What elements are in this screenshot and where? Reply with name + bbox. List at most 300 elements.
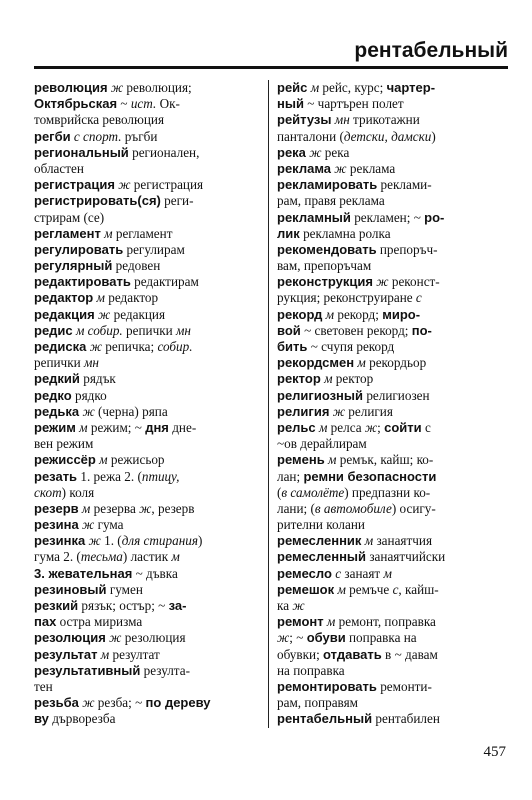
definition-text: ректор xyxy=(332,371,374,387)
definition-text: резолюция xyxy=(121,630,186,646)
definition-text: реклама xyxy=(346,160,396,176)
headword: результат xyxy=(34,646,98,662)
headword: отдавать xyxy=(323,646,382,662)
grammar-label: ист. xyxy=(130,96,157,112)
headword: чартер- xyxy=(386,80,436,95)
grammar-label: детски, дамски xyxy=(343,128,432,144)
definition-text: 1. ( xyxy=(100,533,122,549)
definition-text: ремък, кайш; ко- xyxy=(336,452,434,468)
entry-line xyxy=(34,614,258,630)
entry-line xyxy=(34,452,258,468)
grammar-label: ж xyxy=(139,500,152,516)
definition-text: рязък; остър; ~ xyxy=(78,598,169,613)
entry-line xyxy=(277,129,501,145)
grammar-label: м xyxy=(307,80,320,95)
definition-text: томврийска революция xyxy=(34,112,165,128)
entry-line xyxy=(34,371,258,387)
headword: дня xyxy=(145,419,169,435)
headword: вой xyxy=(277,322,301,338)
headword: резина xyxy=(34,517,79,533)
entry-line xyxy=(277,355,501,371)
definition-text: рекордьор xyxy=(365,355,427,371)
definition-text: редактор xyxy=(104,290,159,306)
headword: рекламный xyxy=(277,209,351,225)
headword: за- xyxy=(168,598,187,613)
headword: регби xyxy=(34,128,71,144)
entry-line xyxy=(277,517,501,533)
entry-line xyxy=(34,598,258,614)
headword: резать xyxy=(34,468,78,484)
headword: обуви xyxy=(306,630,346,646)
definition-text: реклами- xyxy=(377,177,432,193)
headword: регистрировать(ся) xyxy=(34,193,161,209)
entry-line xyxy=(34,711,258,727)
grammar-label: ж xyxy=(372,274,389,290)
headword: ный xyxy=(277,96,304,112)
entry-line xyxy=(34,404,258,420)
definition-text: рекорд; xyxy=(334,306,383,322)
grammar-label: мн xyxy=(331,112,350,128)
definition-text: занаят xyxy=(341,565,384,581)
headword: по дереву xyxy=(145,695,211,711)
definition-text: гума 2. ( xyxy=(34,549,81,565)
headword: ремень xyxy=(277,452,325,468)
definition-text: дне- xyxy=(168,419,197,435)
definition-text: обувки; xyxy=(277,646,324,662)
entry-line xyxy=(277,647,501,663)
entry-line xyxy=(277,469,501,485)
headword: редакция xyxy=(34,306,95,322)
definition-text: рядък xyxy=(79,371,116,387)
headword: редактор xyxy=(34,290,94,306)
grammar-label: ж xyxy=(79,403,95,419)
entry-line xyxy=(34,80,258,96)
headword: религиозный xyxy=(277,387,364,403)
grammar-label: м xyxy=(334,581,346,597)
entry-line xyxy=(277,485,501,501)
grammar-label: ж xyxy=(277,630,290,646)
definition-text: редакция xyxy=(110,306,166,322)
header-rule xyxy=(34,66,508,69)
definition-text: 1. режа 2. ( xyxy=(77,468,142,484)
definition-text: ; xyxy=(377,419,385,435)
grammar-label: м собир. xyxy=(72,322,123,338)
grammar-label: м xyxy=(322,306,335,322)
headword: резиновый xyxy=(34,581,107,597)
grammar-label: ж xyxy=(331,160,347,176)
definition-text: ремонт, поправка xyxy=(335,614,436,630)
definition-text: на поправка xyxy=(277,662,345,678)
headword: религия xyxy=(277,403,330,419)
definition-text: остра миризма xyxy=(56,614,143,630)
definition-text: рейс, курс; xyxy=(319,80,387,95)
headword: по- xyxy=(411,322,432,338)
definition-text: резулта- xyxy=(140,662,190,678)
headword: рекламировать xyxy=(277,177,378,193)
headword: ремни безопасности xyxy=(303,468,437,484)
entry-line xyxy=(277,307,501,323)
headword: сойти xyxy=(384,419,422,435)
grammar-label: м xyxy=(361,533,374,549)
headword: реклама xyxy=(277,160,331,176)
grammar-label: м xyxy=(324,452,337,468)
right-column xyxy=(277,80,501,728)
headword: редиска xyxy=(34,339,87,354)
entry-line xyxy=(34,323,258,339)
definition-text: ~ чартърен полет xyxy=(303,96,404,112)
entry-line xyxy=(277,193,501,209)
entry-line xyxy=(277,339,501,355)
definition-text: ~ дъвка xyxy=(132,565,178,581)
headword: региональный xyxy=(34,144,129,160)
definition-text: религия xyxy=(345,403,393,419)
definition-text: Ок- xyxy=(156,96,180,112)
entry-line xyxy=(34,549,258,565)
grammar-label: ж xyxy=(329,403,345,419)
entry-line xyxy=(34,517,258,533)
entry-line xyxy=(34,388,258,404)
grammar-label: с спорт. xyxy=(70,128,122,144)
entry-line xyxy=(34,420,258,436)
definition-text: лани; ( xyxy=(277,500,315,516)
guide-word: рентабельный xyxy=(354,39,508,62)
page-number: 457 xyxy=(483,744,506,760)
headword: ремесленный xyxy=(277,549,367,565)
definition-text: трикотажни xyxy=(349,112,420,128)
entry-line xyxy=(34,436,258,452)
entry-line xyxy=(277,161,501,177)
grammar-label: м xyxy=(320,371,333,387)
definition-text: ~ов дерайлирам xyxy=(277,436,367,452)
definition-text: религиозен xyxy=(363,387,430,403)
entry-line xyxy=(277,226,501,242)
headword: Октябрьская xyxy=(34,96,118,112)
grammar-label: ж xyxy=(292,598,305,613)
grammar-label: м xyxy=(323,614,336,630)
definition-text: ~ xyxy=(117,96,131,112)
entry-line xyxy=(277,679,501,695)
definition-text: регистрация xyxy=(130,177,204,193)
entry-line xyxy=(277,145,501,161)
grammar-label: мн xyxy=(83,355,99,371)
headword: лик xyxy=(277,225,300,241)
headword: регулировать xyxy=(34,241,124,257)
entry-line xyxy=(34,242,258,258)
entry-line xyxy=(34,193,258,209)
grammar-label: м xyxy=(75,419,88,435)
headword: 3. жевательная xyxy=(34,565,133,581)
headword: режиссёр xyxy=(34,452,96,468)
headword: рекомендовать xyxy=(277,241,377,257)
column-divider xyxy=(268,80,269,728)
definition-text: вам, препоръчам xyxy=(277,258,372,274)
entry-line xyxy=(277,177,501,193)
grammar-label: м xyxy=(383,565,392,581)
headword: реконструкция xyxy=(277,274,373,290)
headword: резинка xyxy=(34,533,86,549)
headword: результативный xyxy=(34,662,141,678)
entry-line xyxy=(34,533,258,549)
grammar-label: ж xyxy=(78,695,95,711)
entry-line xyxy=(277,566,501,582)
definition-text: вен режим xyxy=(34,436,94,452)
headword: ректор xyxy=(277,371,321,387)
entry-line xyxy=(34,485,258,501)
definition-text: репички xyxy=(34,355,84,371)
headword: резкий xyxy=(34,598,79,613)
headword: редька xyxy=(34,403,80,419)
grammar-label: собир. xyxy=(157,339,193,354)
entry-line xyxy=(34,307,258,323)
definition-text: рителни колани xyxy=(277,517,365,533)
entry-line xyxy=(34,226,258,242)
entry-line xyxy=(34,161,258,177)
definition-text: релса xyxy=(327,419,365,435)
definition-text: резултат xyxy=(109,646,160,662)
entry-line xyxy=(34,501,258,517)
headword: регулярный xyxy=(34,258,113,274)
definition-text: редактирам xyxy=(130,274,199,290)
definition-text: занаятчийски xyxy=(366,549,446,565)
definition-text: рядко xyxy=(71,387,107,403)
definition-text: в ~ давам xyxy=(381,646,438,662)
definition-text: рам, правя реклама xyxy=(277,193,385,209)
definition-text: тен xyxy=(34,678,53,694)
headword: регламент xyxy=(34,225,101,241)
headword: рейтузы xyxy=(277,112,332,128)
entry-line xyxy=(34,112,258,128)
entry-line xyxy=(277,452,501,468)
grammar-label: м xyxy=(95,452,108,468)
headword: ро- xyxy=(424,209,445,225)
grammar-label: ж xyxy=(305,144,322,160)
definition-text: ) коля xyxy=(61,484,95,500)
grammar-label: в самолёте xyxy=(281,484,345,500)
grammar-label: скот xyxy=(34,484,62,500)
definition-text: стрирам (се) xyxy=(34,209,105,225)
entry-line xyxy=(34,210,258,226)
definition-text: гума xyxy=(94,517,124,533)
grammar-label: ж xyxy=(114,177,131,193)
grammar-label: ж xyxy=(364,419,378,435)
headword: редис xyxy=(34,322,73,338)
entry-line xyxy=(277,96,501,112)
entry-line xyxy=(277,711,501,727)
definition-text: репичка; xyxy=(101,339,158,354)
entry-line xyxy=(34,679,258,695)
definition-text: ; ~ xyxy=(289,630,307,646)
definition-text: редовен xyxy=(112,258,161,274)
entry-line xyxy=(34,145,258,161)
entry-line xyxy=(34,339,258,355)
definition-text: репички xyxy=(122,322,176,338)
definition-text: реги- xyxy=(160,193,194,209)
entry-line xyxy=(277,388,501,404)
grammar-label: с xyxy=(392,581,399,597)
definition-text: , кайш- xyxy=(398,581,439,597)
headword: резьба xyxy=(34,695,79,711)
definition-text: , резерв xyxy=(151,500,195,516)
entry-line xyxy=(34,695,258,711)
entry-line xyxy=(277,80,501,96)
grammar-label: м xyxy=(171,549,180,565)
headword: ву xyxy=(34,711,49,727)
left-column xyxy=(34,80,258,728)
grammar-label: в автомобиле xyxy=(314,500,392,516)
definition-text: препоръч- xyxy=(376,241,438,257)
definition-text: ) xyxy=(197,533,203,549)
definition-text: революция; xyxy=(123,80,192,95)
entry-line xyxy=(34,177,258,193)
entry-line xyxy=(277,663,501,679)
headword: редко xyxy=(34,387,72,403)
definition-text: дърворезба xyxy=(48,711,116,727)
grammar-label: с xyxy=(331,565,342,581)
entry-line xyxy=(277,323,501,339)
headword: регистрация xyxy=(34,177,115,193)
entry-line xyxy=(277,630,501,646)
entry-line xyxy=(34,96,258,112)
entry-line xyxy=(34,630,258,646)
headword: резолюция xyxy=(34,630,106,646)
definition-text: регламент xyxy=(112,225,173,241)
entry-line xyxy=(34,582,258,598)
headword: рентабельный xyxy=(277,711,373,727)
grammar-label: ж xyxy=(107,80,124,95)
definition-text: ремъче xyxy=(345,581,393,597)
definition-text: регулирам xyxy=(123,241,185,257)
definition-text: резерва xyxy=(90,500,140,516)
entry-line xyxy=(277,258,501,274)
definition-text: поправка на xyxy=(345,630,417,646)
definition-text: ка xyxy=(277,598,293,613)
definition-text: занаятчия xyxy=(373,533,433,549)
definition-text: ) ластик xyxy=(122,549,172,565)
headword: революция xyxy=(34,80,108,95)
entry-line xyxy=(34,663,258,679)
definition-text: реконст- xyxy=(388,274,440,290)
headword: рекордсмен xyxy=(277,355,355,371)
entry-line xyxy=(277,242,501,258)
definition-text: рекламен; ~ xyxy=(350,209,425,225)
entry-line xyxy=(277,290,501,306)
entry-line xyxy=(277,112,501,128)
entry-line xyxy=(277,501,501,517)
grammar-label: тесьма xyxy=(80,549,123,565)
definition-text: река xyxy=(321,144,350,160)
headword: бить xyxy=(277,339,308,354)
entry-line xyxy=(34,647,258,663)
grammar-label: для стирания xyxy=(121,533,198,549)
definition-text: рентабилен xyxy=(372,711,440,727)
grammar-label: с xyxy=(415,290,422,306)
headword: река xyxy=(277,144,306,160)
definition-text: гумен xyxy=(106,581,143,597)
grammar-label: м xyxy=(100,225,113,241)
headword: редактировать xyxy=(34,274,131,290)
definition-text: панталони ( xyxy=(277,128,344,144)
definition-text: рам, поправям xyxy=(277,695,359,711)
headword: рельс xyxy=(277,419,316,435)
grammar-label: мн xyxy=(176,322,191,338)
definition-text: резба; ~ xyxy=(94,695,146,711)
entry-line xyxy=(277,549,501,565)
entry-line xyxy=(34,566,258,582)
headword: ремесло xyxy=(277,565,332,581)
headword: ремонтировать xyxy=(277,678,377,694)
headword: ремонт xyxy=(277,614,324,630)
grammar-label: ж xyxy=(85,533,101,549)
definition-text: рекламна ролка xyxy=(299,225,391,241)
grammar-label: м xyxy=(354,355,366,371)
headword: ремешок xyxy=(277,581,335,597)
grammar-label: м xyxy=(93,290,105,306)
definition-text: (черна) ряпа xyxy=(94,403,168,419)
entry-line xyxy=(277,371,501,387)
definition-text: лан; xyxy=(277,468,304,484)
definition-text: режисьор xyxy=(107,452,165,468)
entry-line xyxy=(277,274,501,290)
definition-text: регионален, xyxy=(128,144,200,160)
definition-text: ) осигу- xyxy=(391,500,436,516)
grammar-label: ж xyxy=(86,339,102,354)
grammar-label: ж xyxy=(78,517,95,533)
entry-line xyxy=(277,533,501,549)
definition-text: рукция; реконструиране xyxy=(277,290,416,306)
headword: рейс xyxy=(277,80,308,95)
entry-line xyxy=(277,582,501,598)
entry-line xyxy=(34,258,258,274)
headword: резерв xyxy=(34,500,79,516)
grammar-label: ж xyxy=(105,630,122,646)
headword: миро- xyxy=(382,306,421,322)
entry-line xyxy=(277,598,501,614)
definition-text: ) предпазни ко- xyxy=(344,484,431,500)
definition-text: областен xyxy=(34,160,84,176)
entry-line xyxy=(277,695,501,711)
grammar-label: ж xyxy=(94,306,111,322)
headword: рекорд xyxy=(277,306,323,322)
definition-text: ~ световен рекорд; xyxy=(300,322,412,338)
grammar-label: м xyxy=(78,500,91,516)
definition-text: ( xyxy=(277,484,282,500)
headword: режим xyxy=(34,419,76,435)
entry-line xyxy=(277,420,501,436)
definition-text: режим; ~ xyxy=(87,419,146,435)
entry-line xyxy=(277,436,501,452)
entry-line xyxy=(34,355,258,371)
page-header xyxy=(34,36,508,72)
entry-line xyxy=(34,469,258,485)
headword: ремесленник xyxy=(277,533,362,549)
headword: пах xyxy=(34,614,57,630)
definition-text: ~ счупя рекорд xyxy=(307,339,395,354)
definition-text: ръгби xyxy=(121,128,158,144)
grammar-label: птицу, xyxy=(141,468,180,484)
entry-line xyxy=(277,614,501,630)
entry-line xyxy=(34,290,258,306)
definition-text: с xyxy=(421,419,431,435)
grammar-label: м xyxy=(315,419,328,435)
definition-text: ) xyxy=(431,128,436,144)
entry-line xyxy=(34,274,258,290)
entry-line xyxy=(277,404,501,420)
definition-text: ремонти- xyxy=(376,678,432,694)
grammar-label: м xyxy=(97,646,110,662)
headword: редкий xyxy=(34,371,80,387)
entry-line xyxy=(277,210,501,226)
entry-line xyxy=(34,129,258,145)
